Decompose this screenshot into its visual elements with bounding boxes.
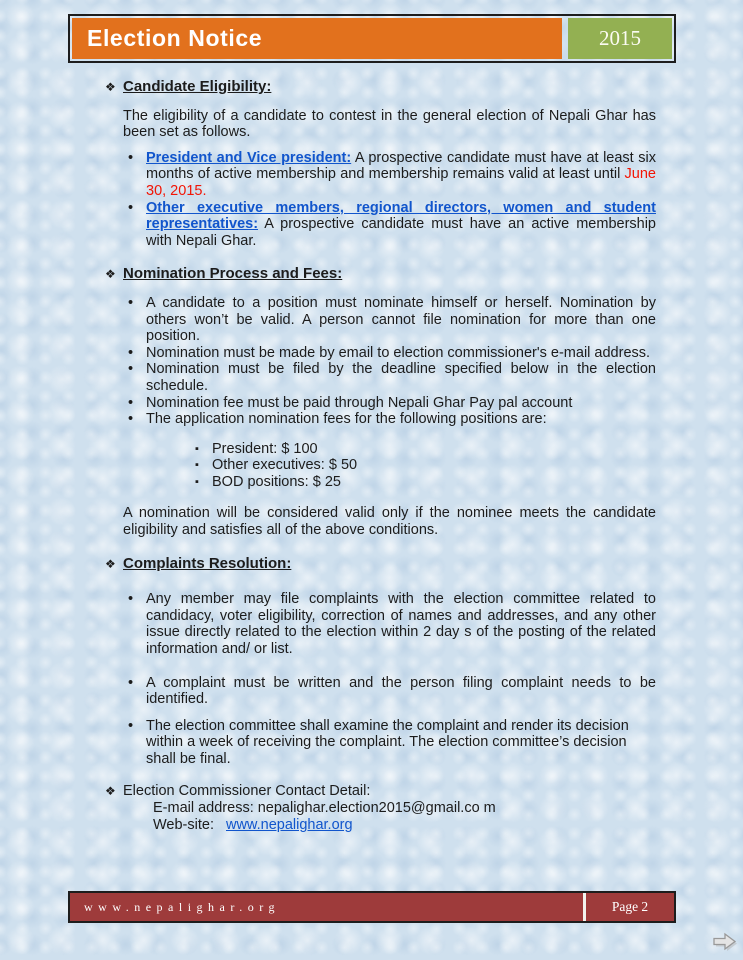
contact-website-line bbox=[153, 817, 656, 834]
bullet-icon: • bbox=[128, 394, 134, 411]
bullet-icon: • bbox=[128, 149, 134, 166]
list-item bbox=[128, 675, 656, 708]
bullet-body-text: A prospective candidate must have an active membership with Nepali Ghar. bbox=[146, 216, 656, 249]
section-heading-text: Nomination Process and Fees: bbox=[123, 265, 343, 283]
list-item bbox=[128, 395, 656, 412]
diamond-bullet-icon: ❖ bbox=[105, 556, 116, 571]
diamond-bullet-icon: ❖ bbox=[105, 80, 116, 94]
section-heading-complaints bbox=[105, 556, 656, 573]
bullet-icon: • bbox=[128, 591, 134, 608]
page-number-badge bbox=[586, 893, 674, 921]
diamond-bullet-icon: ❖ bbox=[105, 783, 116, 798]
section-heading-text: Candidate Eligibility: bbox=[123, 78, 272, 95]
footer-website-text: www.nepalighar.org bbox=[84, 899, 280, 914]
list-item bbox=[128, 345, 656, 362]
header-banner bbox=[68, 14, 676, 63]
section-heading-contact bbox=[105, 783, 656, 800]
bullet-icon: • bbox=[128, 674, 134, 691]
bullet-icon: • bbox=[128, 199, 134, 216]
list-item bbox=[195, 457, 656, 474]
fee-president: President: $ 100 bbox=[212, 440, 318, 457]
eligibility-bullet-list bbox=[128, 150, 656, 250]
fee-bod: BOD positions: $ 25 bbox=[212, 473, 341, 490]
bullet-text: The election committee shall examine the complaint and render its decision within a week of receiving the complaint. The election committee’s decision shall be final. bbox=[146, 717, 629, 767]
bullet-text bbox=[146, 200, 656, 250]
bullet-icon: • bbox=[128, 294, 134, 311]
other-executives-lead-text: Other executive members, regional directors, women and student representatives: bbox=[146, 199, 656, 233]
nomination-bullet-list bbox=[128, 295, 656, 428]
list-item bbox=[128, 591, 656, 657]
website-link[interactable]: www.nepalighar.org bbox=[225, 816, 353, 833]
bullet-icon: • bbox=[128, 717, 134, 734]
bullet-icon: • bbox=[128, 411, 134, 428]
bullet-body-text: A prospective candidate must have at least six months of active membership and membership remains valid at least until bbox=[146, 149, 656, 183]
list-item bbox=[128, 411, 656, 428]
list-item bbox=[128, 150, 656, 200]
email-address: nepalighar.election2015@gmail.co m bbox=[257, 800, 496, 817]
list-item bbox=[195, 441, 656, 458]
bullet-icon: • bbox=[128, 344, 134, 361]
complaints-bullet-list bbox=[128, 591, 656, 767]
fee-executives: Other executives: $ 50 bbox=[212, 457, 358, 474]
page-title: Election Notice bbox=[87, 25, 263, 52]
eligibility-intro: The eligibility of a candidate to contest in the general election of Nepali Ghar has been set as follows. bbox=[123, 107, 656, 141]
section-heading-candidate-eligibility bbox=[105, 79, 656, 96]
website-label: Web-site: bbox=[153, 816, 214, 833]
bullet-text: Nomination must be made by email to election commissioner's e-mail address. bbox=[146, 344, 651, 361]
next-page-arrow-icon[interactable] bbox=[713, 932, 739, 953]
bullet-text: The application nomination fees for the following positions are: bbox=[146, 411, 547, 428]
bullet-text: A candidate to a position must nominate himself or herself. Nomination by others won’t be valid. A person cannot file nomination for more than one position. bbox=[146, 294, 656, 345]
section-heading-text: Complaints Resolution: bbox=[123, 554, 292, 572]
document-body bbox=[105, 79, 656, 833]
bullet-text: A complaint must be written and the person filing complaint needs to be identified. bbox=[146, 674, 656, 708]
president-lead-text: President and Vice president: bbox=[146, 149, 352, 166]
list-item bbox=[128, 718, 656, 768]
bullet-icon: • bbox=[128, 361, 134, 378]
header-year-cell bbox=[568, 18, 672, 59]
footer-website-cell bbox=[70, 893, 583, 921]
bullet-text bbox=[146, 150, 656, 200]
square-bullet-icon: ▪ bbox=[195, 475, 199, 488]
section-heading-nomination bbox=[105, 266, 656, 283]
list-item bbox=[128, 295, 656, 345]
diamond-bullet-icon: ❖ bbox=[105, 267, 116, 282]
fees-sublist bbox=[195, 441, 656, 491]
footer-banner bbox=[68, 891, 676, 923]
deadline-date-text: June 30, 2015. bbox=[146, 166, 656, 199]
bullet-text: Any member may file complaints with the election committee related to candidacy, voter eligibility, correction of names and addresses, and any other issue directly related to the election within 2 day s of the posting of the related information and/ or list. bbox=[146, 591, 656, 658]
square-bullet-icon: ▪ bbox=[195, 442, 199, 455]
nomination-closing-note: A nomination will be considered valid only if the nominee meets the candidate eligibility and satisfies all of the above conditions. bbox=[123, 505, 656, 539]
contact-email-line bbox=[153, 800, 656, 817]
year-badge: 2015 bbox=[599, 26, 641, 51]
header-title-cell bbox=[72, 18, 562, 59]
square-bullet-icon: ▪ bbox=[195, 459, 199, 472]
bullet-text: Nomination must be filed by the deadline specified below in the election schedule. bbox=[146, 361, 656, 394]
section-heading-text: Election Commissioner Contact Detail: bbox=[123, 782, 371, 799]
email-label: E-mail address: bbox=[153, 800, 254, 817]
list-item bbox=[195, 474, 656, 491]
bullet-text: Nomination fee must be paid through Nepali Ghar Pay pal account bbox=[146, 394, 573, 411]
page-number-text: Page 2 bbox=[611, 898, 649, 914]
list-item bbox=[128, 200, 656, 250]
list-item bbox=[128, 361, 656, 394]
